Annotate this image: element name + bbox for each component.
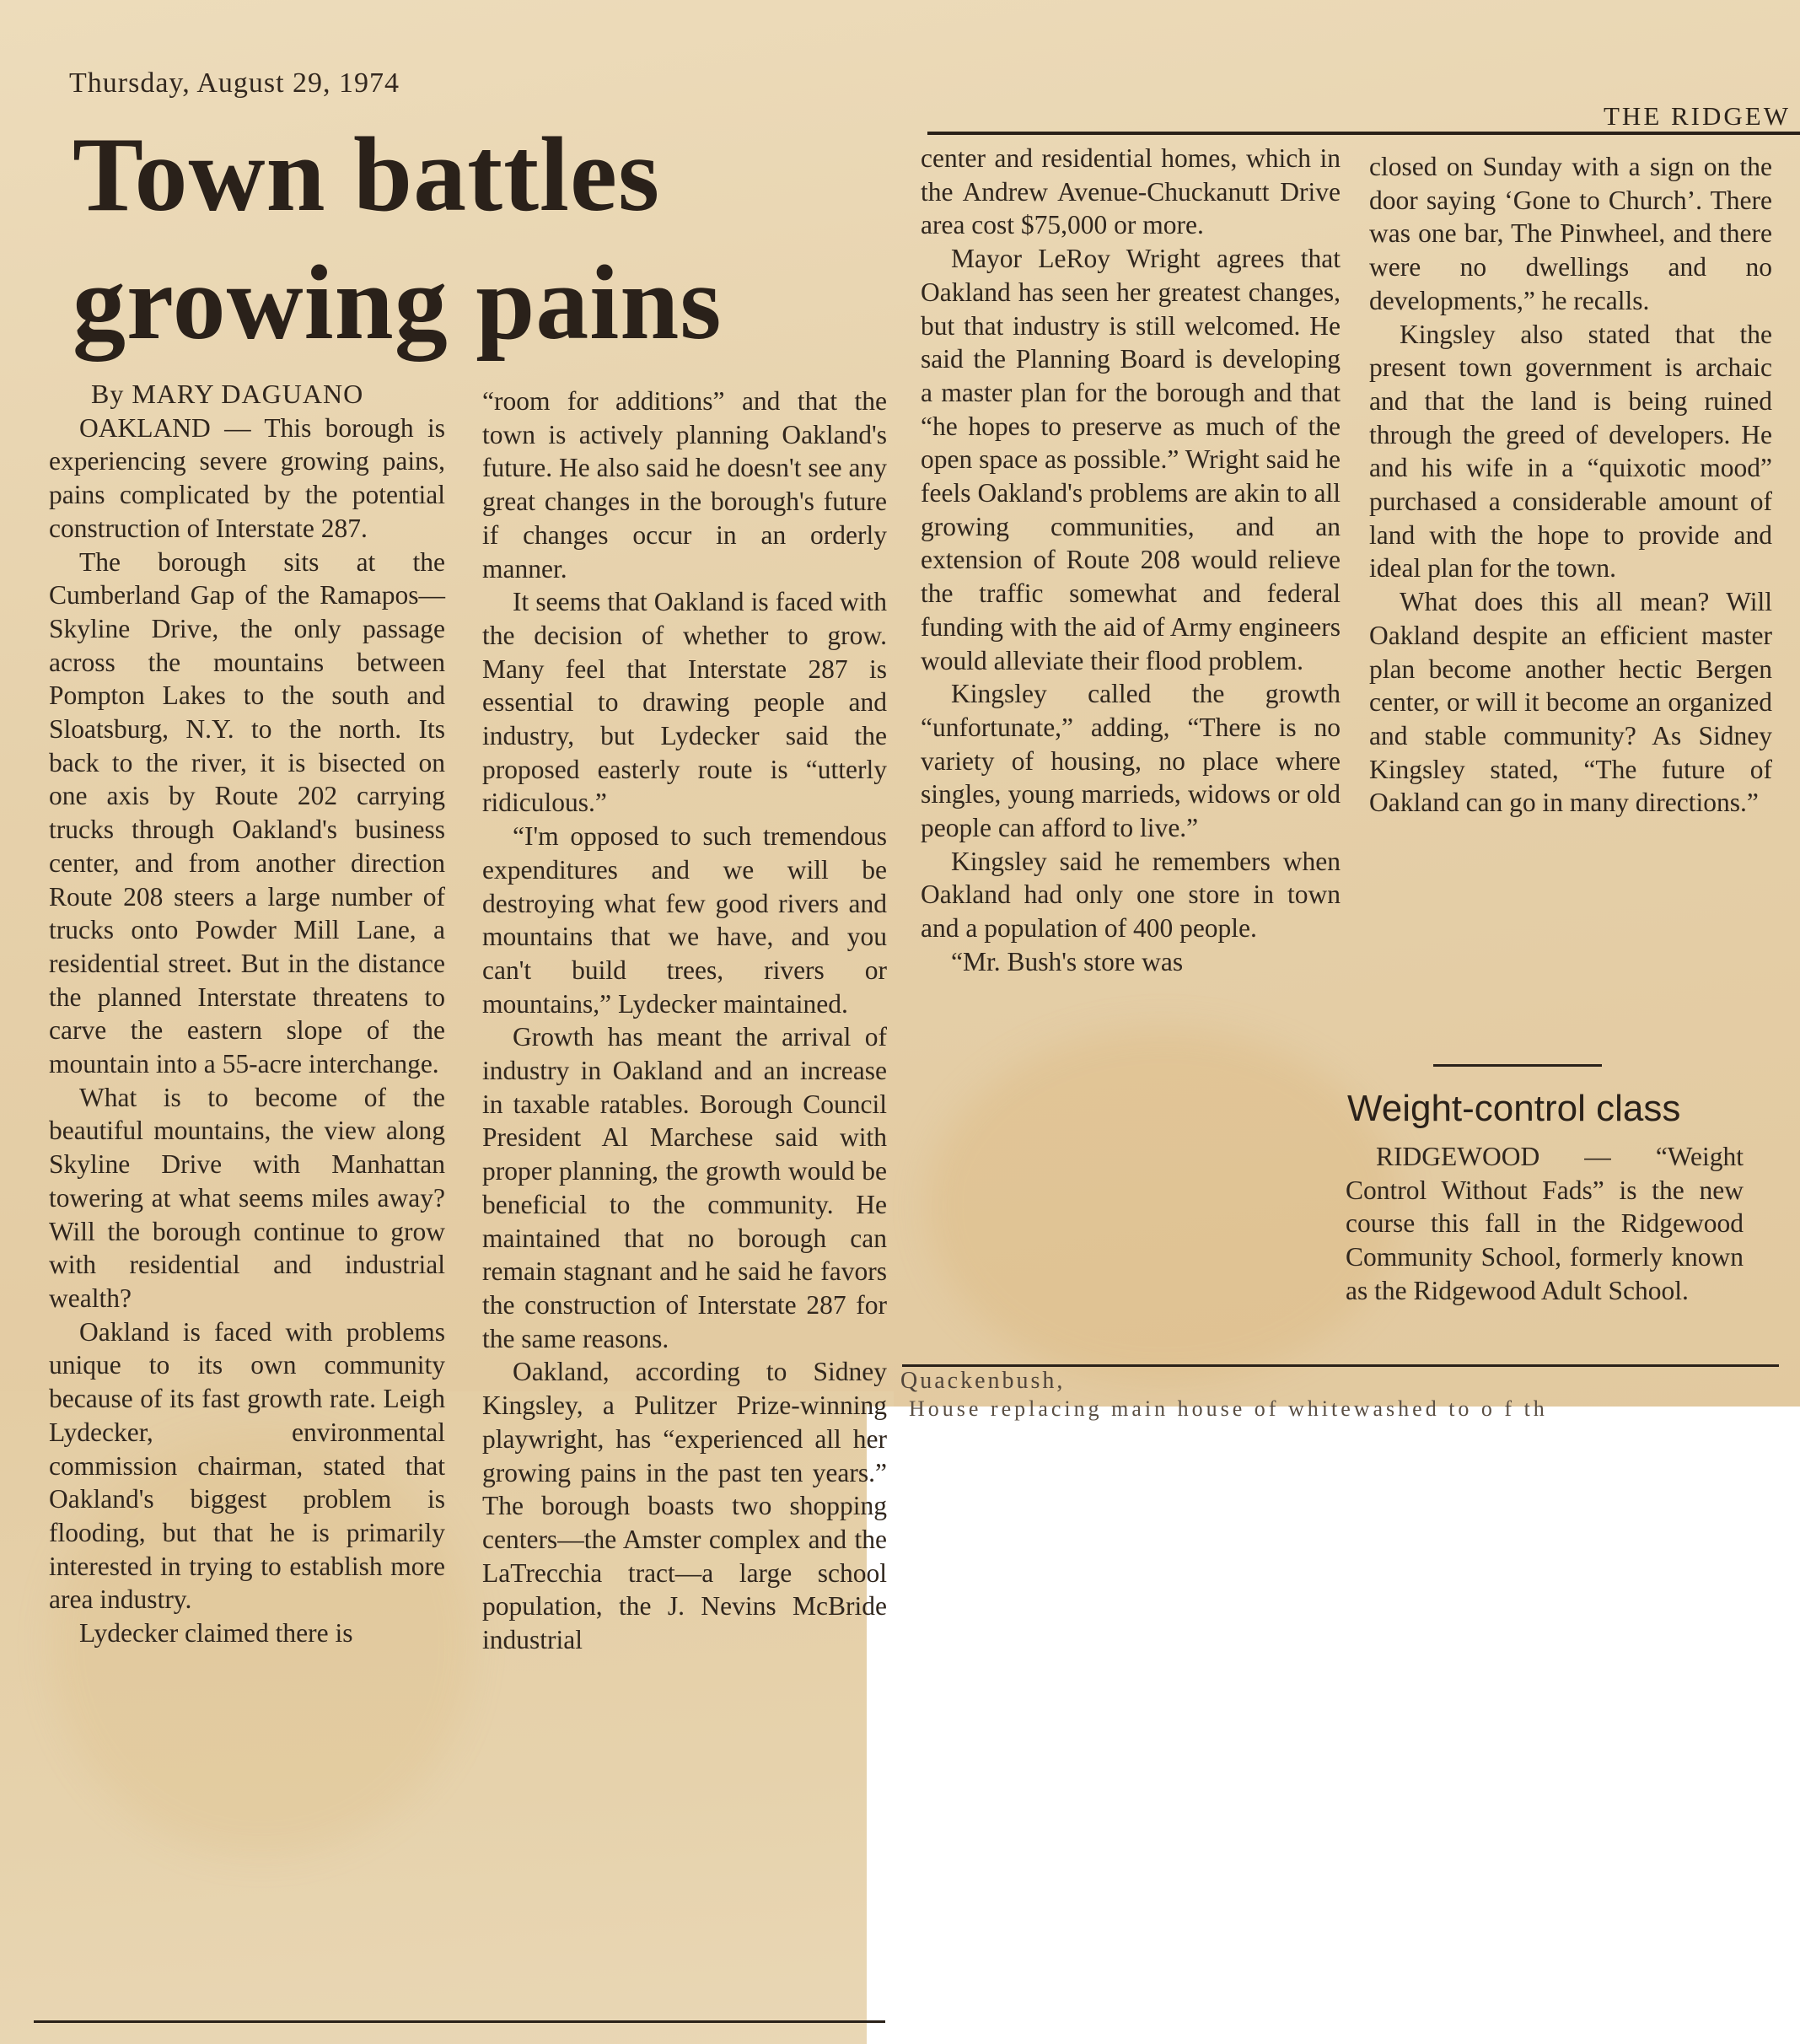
sidebar-title: Weight-control class bbox=[1347, 1088, 1681, 1129]
masthead-rule bbox=[927, 132, 1800, 135]
paragraph: Lydecker claimed there is bbox=[79, 1618, 353, 1649]
blank-background bbox=[867, 1407, 1800, 2044]
paragraph: “I'm opposed to such tremendous expenditures and we will be destroying what few good rivers and mountains that we have, and you can't build trees, rivers or mountains,” Lydecker maintained. bbox=[482, 821, 887, 1019]
paragraph: It seems that Oakland is faced with the decision of whether to grow. Many feel that Interstate 287 is essential to drawing people and industry, but Lydecker said the proposed easterly route is “utterly ridiculous.” bbox=[482, 587, 887, 818]
paragraph: “Mr. Bush's store was bbox=[951, 946, 1184, 976]
article-column-3 bbox=[921, 142, 1341, 979]
paragraph: Kingsley also stated that the present town government is archaic and that the land is being ruined through the greed of developers. He and his wife in a “quixotic mood” purchased a considerable amount of land with the hope to provide and ideal plan for the town. bbox=[1369, 319, 1772, 584]
paragraph: Kingsley said he remembers when Oakland had only one store in town and a population of 400 people. bbox=[921, 846, 1341, 944]
age-stain bbox=[927, 1029, 1400, 1383]
publication-date: Thursday, August 29, 1974 bbox=[69, 67, 400, 99]
paragraph: Oakland, according to Sidney Kingsley, a Pulitzer Prize-winning playwright, has “experienced all her growing pains in the past ten years.” The borough boasts two shopping centers—the Amster complex and the LaTrecchia tract—a large school population, the J. Nevins McBride industrial bbox=[482, 1357, 887, 1655]
paragraph: RIDGEWOOD — “Weight Control Without Fads” is the new course this fall in the Ridgewood Community School, formerly known as the Ridgewood Adult School. bbox=[1346, 1142, 1744, 1305]
paragraph: Kingsley called the growth “unfortunate,” adding, “There is no variety of housing, no place where singles, young marrieds, widows or old people can afford to live.” bbox=[921, 679, 1341, 843]
byline: By MARY DAGUANO bbox=[91, 379, 364, 409]
column-rule bbox=[902, 1364, 1779, 1367]
paragraph: Growth has meant the arrival of industry in Oakland and an increase in taxable ratables. Borough Council President Al Marchese said with proper planning, the growth would be beneficial to the community. He maintained that no borough can remain stagnant and he said he favors the construction of Interstate 287 for the same reasons. bbox=[482, 1022, 887, 1353]
cutoff-text bbox=[909, 1396, 1548, 1408]
paragraph: Mayor LeRoy Wright agrees that Oakland has seen her greatest changes, but that industry is still welcomed. He said the Planning Board is developing a master plan for the borough and that “he hopes to preserve as much of the open space as possible.” Wright said he feels Oakland's problems are akin to all growing communities, and an extension of Route 208 would relieve the traffic somewhat and federal funding with the aid of Army engineers would alleviate their flood problem. bbox=[921, 244, 1341, 675]
paragraph: The borough sits at the Cumberland Gap of the Ramapos—Skyline Drive, the only passage across the mountains between Pompton Lakes to the south and Sloatsburg, N.Y. to the north. Its back to the river, it is bisected on one axis by Route 202 carrying trucks through Oakland's business center, and from another direction Route 208 steers a large number of trucks onto Powder Mill Lane, a residential street. But in the distance the planned Interstate threatens to carve the eastern slope of the mountain into a 55-acre interchange. bbox=[49, 546, 445, 1079]
cutoff-text: Quackenbush, bbox=[900, 1368, 1066, 1394]
article-column-1 bbox=[49, 378, 445, 1650]
sidebar-divider bbox=[1433, 1064, 1602, 1067]
paragraph: What is to become of the beautiful mountains, the view along Skyline Drive with Manhattan towering at what seems miles away? Will the borough continue to grow with residential and industrial wealth? bbox=[49, 1082, 445, 1313]
bottom-rule bbox=[34, 2020, 885, 2023]
article-column-4 bbox=[1369, 150, 1772, 820]
paragraph: closed on Sunday with a sign on the door saying ‘Gone to Church’. There was one bar, The Pinwheel, and there were no dwellings and no developments,” he recalls. bbox=[1369, 152, 1772, 315]
sidebar-body bbox=[1346, 1140, 1744, 1308]
article-column-2 bbox=[482, 385, 887, 1657]
paragraph: OAKLAND — This borough is experiencing severe growing pains, pains complicated by the potential construction of Interstate 287. bbox=[49, 412, 445, 543]
newspaper-name: THE RIDGEW bbox=[1604, 101, 1791, 131]
paragraph: What does this all mean? Will Oakland despite an efficient master plan become another hectic Bergen center, or will it become an organized and stable community? As Sidney Kingsley stated, “The future of Oakland can go in many directions.” bbox=[1369, 587, 1772, 818]
paragraph: “room for additions” and that the town is actively planning Oakland's future. He also said he doesn't see any great changes in the borough's future if changes occur in an orderly manner. bbox=[482, 386, 887, 584]
paragraph: Oakland is faced with problems unique to its own community because of its fast growth rate. Leigh Lydecker, environmental commission chairman, stated that Oakland's biggest problem is flooding, but that he is primarily interested in trying to establish more area industry. bbox=[49, 1316, 445, 1615]
paragraph: center and residential homes, which in the Andrew Avenue-Chuckanutt Drive area cost $75,000 or more. bbox=[921, 143, 1341, 240]
article-headline: Town battles growing pains bbox=[73, 116, 723, 362]
